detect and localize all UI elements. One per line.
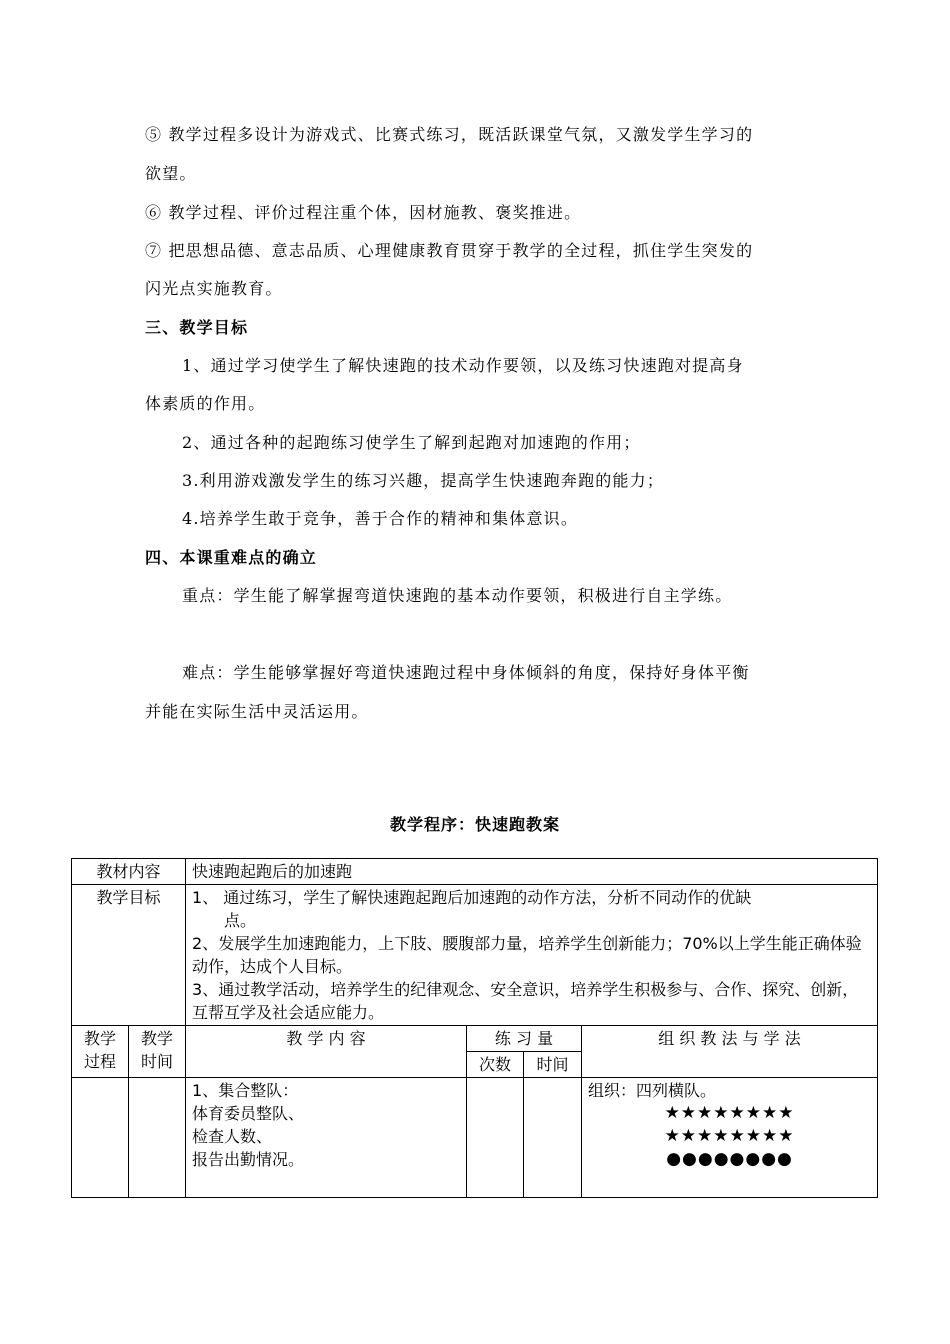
section4-heading: 四、本课重难点的确立 — [145, 548, 318, 567]
row-process-cell — [72, 1078, 129, 1198]
goal-2: 2、发展学生加速跑能力，上下肢、腰腹部力量，培养学生创新能力；70%以上学生能正确体验动作，达成个人目标。 — [192, 934, 862, 976]
row-method-cell — [582, 1078, 878, 1198]
lesson-plan-table — [71, 858, 878, 1198]
goal-item2: 2、通过各种的起跑练习使学生了解到起跑对加速跑的作用； — [182, 433, 641, 452]
header-method: 组 织 教 法 与 学 法 — [582, 1026, 878, 1078]
org-label: 组织：四列横队。 — [588, 1081, 717, 1100]
point-7-line1: ⑦ 把思想品德、意志品质、心理健康教育贯穿于教学的全过程，抓住学生突发的 — [145, 241, 754, 260]
row-content-cell — [186, 1078, 467, 1198]
section3-heading: 三、教学目标 — [145, 318, 249, 337]
point-6: ⑥ 教学过程、评价过程注重个体，因材施教、褒奖推进。 — [145, 203, 582, 222]
goal-item4: 4.培养学生敢于竞争，善于合作的精神和集体意识。 — [182, 509, 579, 528]
header-row-1 — [72, 1026, 878, 1052]
difficulty-line1: 难点：学生能够掌握好弯道快速跑过程中身体倾斜的角度，保持好身体平衡 — [182, 663, 750, 682]
header-duration: 时间 — [524, 1052, 582, 1078]
content-line: 检查人数、 — [192, 1127, 273, 1146]
goal-item1-line1: 1、通过学习使学生了解快速跑的技术动作要领，以及练习快速跑对提高身 — [182, 356, 744, 375]
formation-row-students: ★★★★★★★★ — [664, 1126, 795, 1146]
row-time-cell — [129, 1078, 186, 1198]
formation-row-students: ★★★★★★★★ — [664, 1103, 795, 1123]
header-count: 次数 — [467, 1052, 524, 1078]
formation-row-students: ●●●●●●●● — [666, 1149, 793, 1169]
header-process: 教学过程 — [72, 1026, 129, 1078]
procedure-title: 教学程序：快速跑教案 — [389, 815, 560, 834]
point-5-line2: 欲望。 — [145, 164, 197, 183]
goal-row — [72, 885, 878, 1026]
header-content: 教 学 内 容 — [186, 1026, 467, 1078]
key-point: 重点：学生能了解掌握弯道快速跑的基本动作要领，积极进行自主学练。 — [182, 586, 733, 605]
difficulty-line2: 并能在实际生活中灵活运用。 — [145, 702, 369, 721]
goal-1: 1、 通过练习，学生了解快速跑起跑后加速跑的动作方法，分析不同动作的优缺 — [192, 888, 752, 907]
header-practice: 练 习 量 — [467, 1026, 582, 1052]
material-value: 快速跑起跑后的加速跑 — [186, 859, 878, 885]
row-count-cell — [467, 1078, 524, 1198]
content-line: 体育委员整队、 — [192, 1104, 305, 1123]
point-7-line2: 闪光点实施教育。 — [145, 279, 283, 298]
goal-cell — [186, 885, 878, 1026]
point-5-line1: ⑤ 教学过程多设计为游戏式、比赛式练习，既活跃课堂气氛，又激发学生学习的 — [145, 125, 754, 144]
goal-label: 教学目标 — [72, 885, 186, 1026]
goal-3: 3、通过教学活动，培养学生的纪律观念、安全意识，培养学生积极参与、合作、探究、创新，互帮互学及社会适应能力。 — [192, 980, 859, 1022]
row-duration-cell — [524, 1078, 582, 1198]
header-time: 教学时间 — [129, 1026, 186, 1078]
content-line: 1、集合整队： — [192, 1081, 299, 1100]
material-row — [72, 859, 878, 885]
material-label: 教材内容 — [72, 859, 186, 885]
goal-item1-line2: 体素质的作用。 — [145, 394, 266, 413]
goal-1-cont: 点。 — [224, 911, 257, 930]
content-line: 报告出勤情况。 — [192, 1150, 305, 1169]
table-row — [72, 1078, 878, 1198]
goal-item3: 3.利用游戏激发学生的练习兴趣，提高学生快速跑奔跑的能力； — [182, 471, 665, 490]
